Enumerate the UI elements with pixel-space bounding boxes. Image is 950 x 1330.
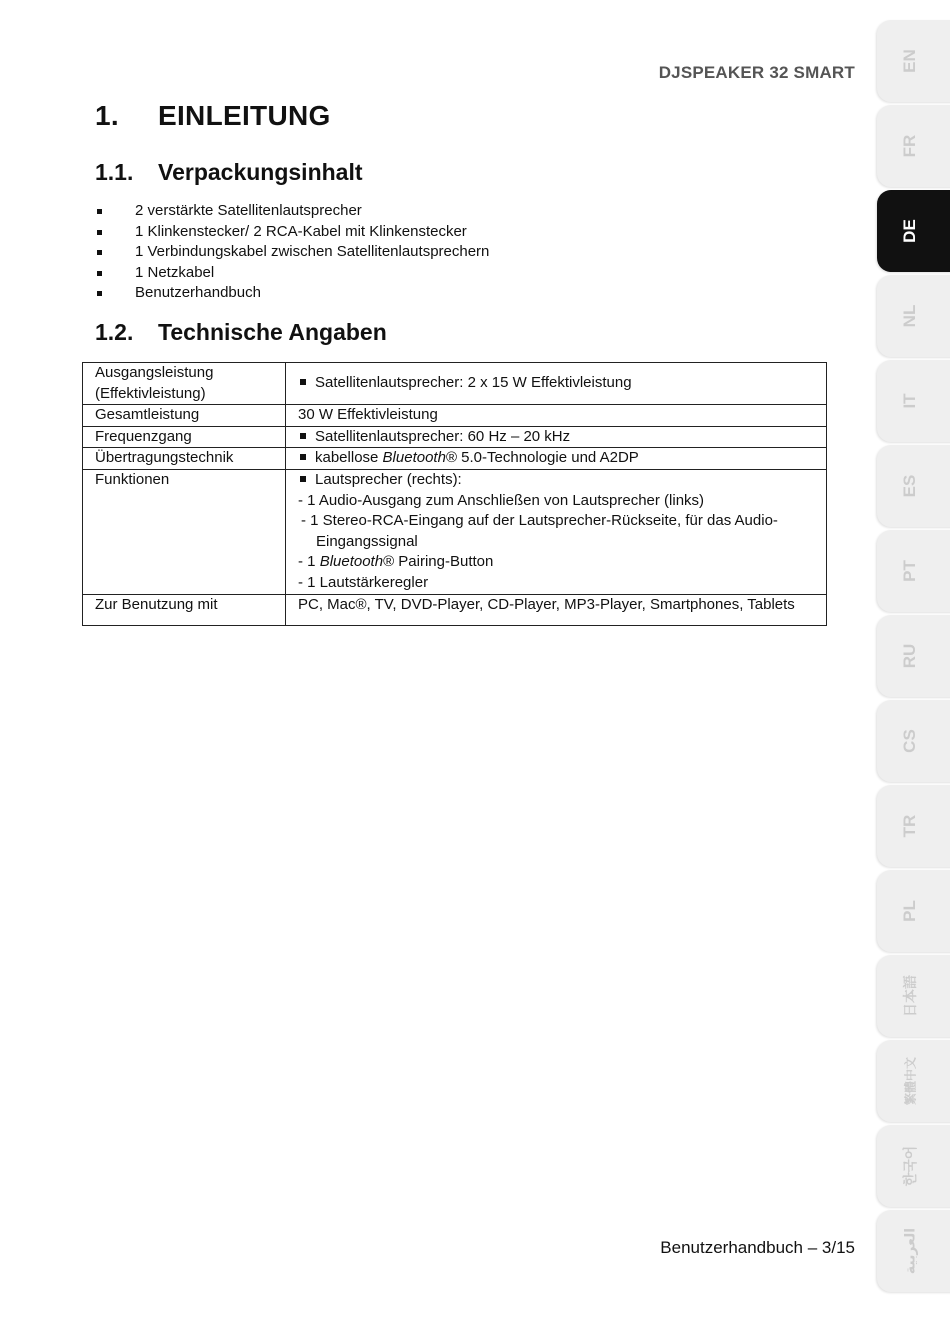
spec-label-line: (Effektivleistung) — [95, 384, 206, 402]
tab-language-de[interactable] — [877, 190, 950, 272]
tab-language-ja[interactable] — [877, 955, 950, 1037]
spec-label: Frequenzgang — [83, 426, 286, 448]
tab-label: PL — [900, 900, 919, 922]
specifications-table — [82, 362, 827, 626]
tab-language-ru[interactable] — [877, 615, 950, 697]
spec-value — [286, 426, 827, 448]
spec-value: PC, Mac®, TV, DVD-Player, CD-Player, MP3-Player, Smartphones, Tablets — [286, 594, 827, 626]
tab-label: 한국어 — [902, 1145, 918, 1187]
list-item — [95, 283, 489, 304]
tab-label: العربية — [901, 1227, 918, 1275]
spec-label: Übertragungstechnik — [83, 448, 286, 470]
spec-label: Gesamtleistung — [83, 405, 286, 427]
bullet-square-icon — [97, 209, 102, 214]
tab-language-it[interactable] — [877, 360, 950, 442]
section-number: 1. — [95, 100, 119, 131]
tab-label: CS — [900, 729, 919, 753]
tab-label: DE — [900, 219, 919, 243]
tab-label: RU — [900, 643, 919, 669]
tab-label: NL — [900, 304, 919, 328]
section-title: EINLEITUNG — [158, 100, 331, 131]
tab-language-zh[interactable] — [877, 1040, 950, 1122]
spec-value-text: ® 5.0-Technologie und A2DP — [445, 449, 639, 467]
spec-value: 30 W Effektivleistung — [286, 405, 827, 427]
bullet-square-icon — [300, 379, 306, 385]
tab-language-pt[interactable] — [877, 530, 950, 612]
subsection-number: 1.1. — [95, 159, 134, 185]
function-bullet-text: Lautsprecher (rechts): — [315, 470, 462, 488]
subsection-number: 1.2. — [95, 319, 134, 345]
table-row — [83, 405, 827, 427]
product-name: DJSPEAKER 32 SMART — [658, 63, 855, 82]
bullet-square-icon — [97, 230, 102, 235]
function-line-text: - 1 — [298, 553, 320, 571]
list-item-text: 1 Netzkabel — [135, 263, 215, 281]
spec-value-text: kabellose — [315, 449, 383, 467]
list-item-text: 1 Verbindungskabel zwischen Satellitenlautsprechern — [135, 243, 490, 261]
tab-language-es[interactable] — [877, 445, 950, 527]
spec-value — [286, 363, 827, 405]
tab-language-cs[interactable] — [877, 700, 950, 782]
tab-language-nl[interactable] — [877, 275, 950, 357]
table-row — [83, 594, 827, 626]
list-item — [95, 222, 489, 243]
tab-label: EN — [900, 49, 919, 73]
subsection-heading-packaging — [95, 159, 363, 186]
bullet-square-icon — [300, 454, 306, 460]
list-item-text: Benutzerhandbuch — [135, 284, 261, 302]
bullet-square-icon — [97, 291, 102, 296]
function-line: - 1 Stereo-RCA-Eingang auf der Lautsprecher-Rückseite, für das Audio- — [301, 512, 778, 530]
spec-label-line: Ausgangsleistung — [95, 364, 214, 381]
tab-language-pl[interactable] — [877, 870, 950, 952]
spec-value-text: Satellitenlautsprecher: 2 x 15 W Effektivleistung — [315, 374, 632, 392]
section-heading-einleitung — [95, 100, 331, 132]
tab-language-ar[interactable] — [877, 1210, 950, 1292]
list-item — [95, 242, 489, 263]
table-row — [83, 363, 827, 405]
function-line: - 1 Audio-Ausgang zum Anschließen von Lautsprecher (links) — [298, 491, 705, 509]
tab-language-ko[interactable] — [877, 1125, 950, 1207]
bullet-square-icon — [97, 250, 102, 255]
subsection-title: Verpackungsinhalt — [158, 159, 363, 185]
list-item-text: 1 Klinkenstecker/ 2 RCA-Kabel mit Klinkenstecker — [135, 222, 467, 240]
list-item — [95, 201, 489, 222]
list-item-text: 2 verstärkte Satellitenlautsprecher — [135, 202, 362, 219]
tab-label: PT — [900, 560, 919, 582]
subsection-title: Technische Angaben — [158, 319, 387, 345]
packaging-contents-list — [95, 201, 489, 304]
spec-label — [83, 363, 286, 405]
tab-label: TR — [900, 814, 919, 838]
bluetooth-trademark: Bluetooth — [382, 449, 446, 467]
tab-label: FR — [900, 134, 919, 158]
spec-value — [286, 469, 827, 594]
spec-label: Funktionen — [83, 469, 286, 594]
tab-language-tr[interactable] — [877, 785, 950, 867]
bullet-square-icon — [300, 433, 306, 439]
bullet-square-icon — [300, 476, 306, 482]
subsection-heading-specs — [95, 319, 387, 346]
tab-label: 繁體中文 — [903, 1056, 918, 1106]
function-line: - 1 Lautstärkeregler — [298, 573, 429, 591]
function-line — [298, 552, 818, 573]
spec-label: Zur Benutzung mit — [83, 594, 286, 626]
spec-value-text: Satellitenlautsprecher: 60 Hz – 20 kHz — [315, 427, 571, 445]
tab-label: IT — [900, 393, 919, 409]
function-line: Eingangssignal — [316, 532, 418, 550]
bullet-square-icon — [97, 271, 102, 276]
page-footer: Benutzerhandbuch – 3/15 — [660, 1238, 855, 1257]
tab-language-fr[interactable] — [877, 105, 950, 187]
tab-label: ES — [900, 474, 919, 498]
tab-label: 日本語 — [902, 975, 918, 1017]
bluetooth-trademark: Bluetooth — [319, 553, 384, 571]
table-row — [83, 448, 827, 470]
list-item — [95, 263, 489, 284]
function-line-text: ® Pairing-Button — [383, 553, 494, 571]
function-bullet — [298, 470, 818, 491]
table-row — [83, 426, 827, 448]
spec-value — [286, 448, 827, 470]
table-row — [83, 469, 827, 594]
tab-language-en[interactable] — [877, 20, 950, 102]
